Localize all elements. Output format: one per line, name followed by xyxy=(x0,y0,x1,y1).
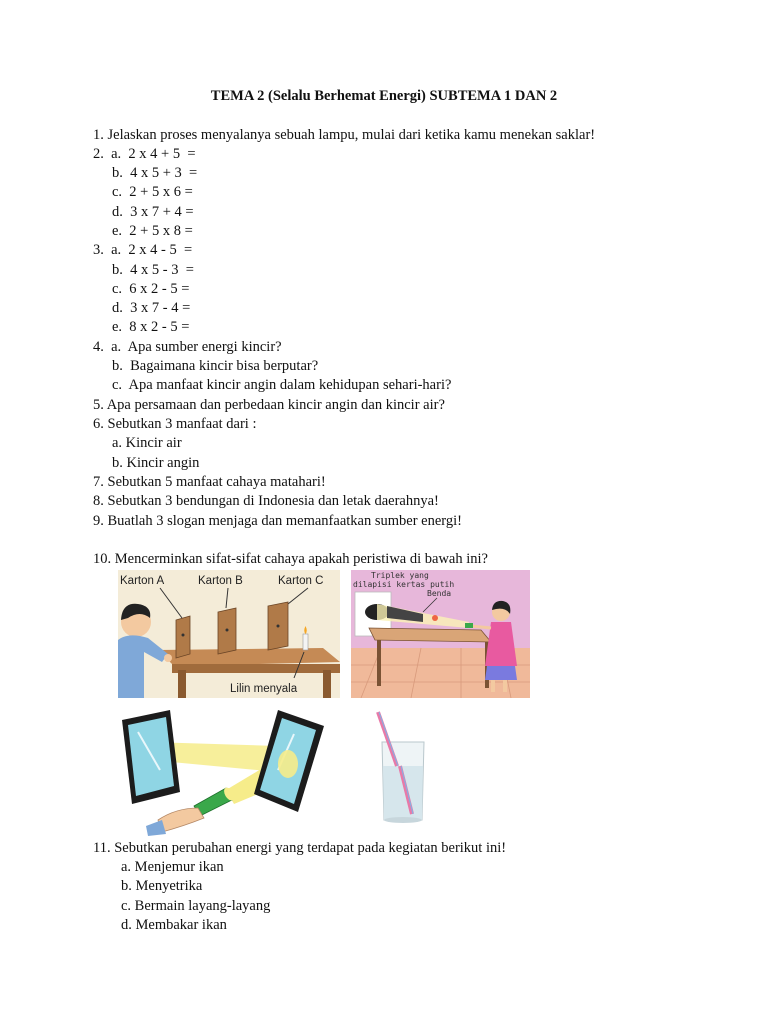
question-4c: c. Apa manfaat kincir angin dalam kehidupan sehari-hari? xyxy=(112,377,452,393)
label-karton-b: Karton B xyxy=(198,575,243,587)
question-2a: 2. a. 2 x 4 + 5 = xyxy=(93,146,196,162)
figure-cardboard-candle xyxy=(118,570,340,698)
question-2c: c. 2 + 5 x 6 = xyxy=(112,184,193,200)
question-7: 7. Sebutkan 5 manfaat cahaya matahari! xyxy=(93,474,326,490)
figure-straw-in-glass xyxy=(372,708,432,826)
question-3e: e. 8 x 2 - 5 = xyxy=(112,319,190,335)
question-2b: b. 4 x 5 + 3 = xyxy=(112,165,198,181)
question-3b: b. 4 x 5 - 3 = xyxy=(112,262,194,278)
question-3d: d. 3 x 7 - 4 = xyxy=(112,300,191,316)
question-10: 10. Mencerminkan sifat-sifat cahaya apakah peristiwa di bawah ini? xyxy=(93,551,488,567)
question-8: 8. Sebutkan 3 bendungan di Indonesia dan letak daerahnya! xyxy=(93,493,439,509)
label-kertas-putih: dilapisi kertas putih xyxy=(353,580,455,589)
question-4b: b. Bagaimana kincir bisa berputar? xyxy=(112,358,319,374)
question-11: 11. Sebutkan perubahan energi yang terdapat pada kegiatan berikut ini! xyxy=(93,840,507,856)
question-11a: a. Menjemur ikan xyxy=(121,859,224,875)
question-5: 5. Apa persamaan dan perbedaan kincir angin dan kincir air? xyxy=(93,397,445,413)
figure-mirror-reflection xyxy=(118,708,333,836)
question-9: 9. Buatlah 3 slogan menjaga dan memanfaatkan sumber energi! xyxy=(93,513,462,529)
question-11b: b. Menyetrika xyxy=(121,878,203,894)
question-11c: c. Bermain layang-layang xyxy=(121,898,271,914)
question-1: 1. Jelaskan proses menyalanya sebuah lampu, mulai dari ketika kamu menekan saklar! xyxy=(93,127,596,143)
page-title: TEMA 2 (Selalu Berhemat Energi) SUBTEMA 1 DAN 2 xyxy=(210,88,558,104)
question-2d: d. 3 x 7 + 4 = xyxy=(112,204,194,220)
question-6a: a. Kincir air xyxy=(112,435,182,451)
label-triplek: Triplek yang xyxy=(371,571,429,580)
label-karton-c: Karton C xyxy=(278,575,324,587)
question-4a: 4. a. Apa sumber energi kincir? xyxy=(93,339,282,355)
label-karton-a: Karton A xyxy=(120,575,165,587)
question-3a: 3. a. 2 x 4 - 5 = xyxy=(93,242,193,258)
question-11d: d. Membakar ikan xyxy=(121,917,227,933)
question-6: 6. Sebutkan 3 manfaat dari : xyxy=(93,416,257,432)
label-lilin-menyala: Lilin menyala xyxy=(230,683,298,695)
question-2e: e. 2 + 5 x 8 = xyxy=(112,223,193,239)
question-6b: b. Kincir angin xyxy=(112,455,200,471)
question-3c: c. 6 x 2 - 5 = xyxy=(112,281,190,297)
figure-shadow-experiment xyxy=(351,570,530,698)
label-benda: Benda xyxy=(427,589,452,598)
